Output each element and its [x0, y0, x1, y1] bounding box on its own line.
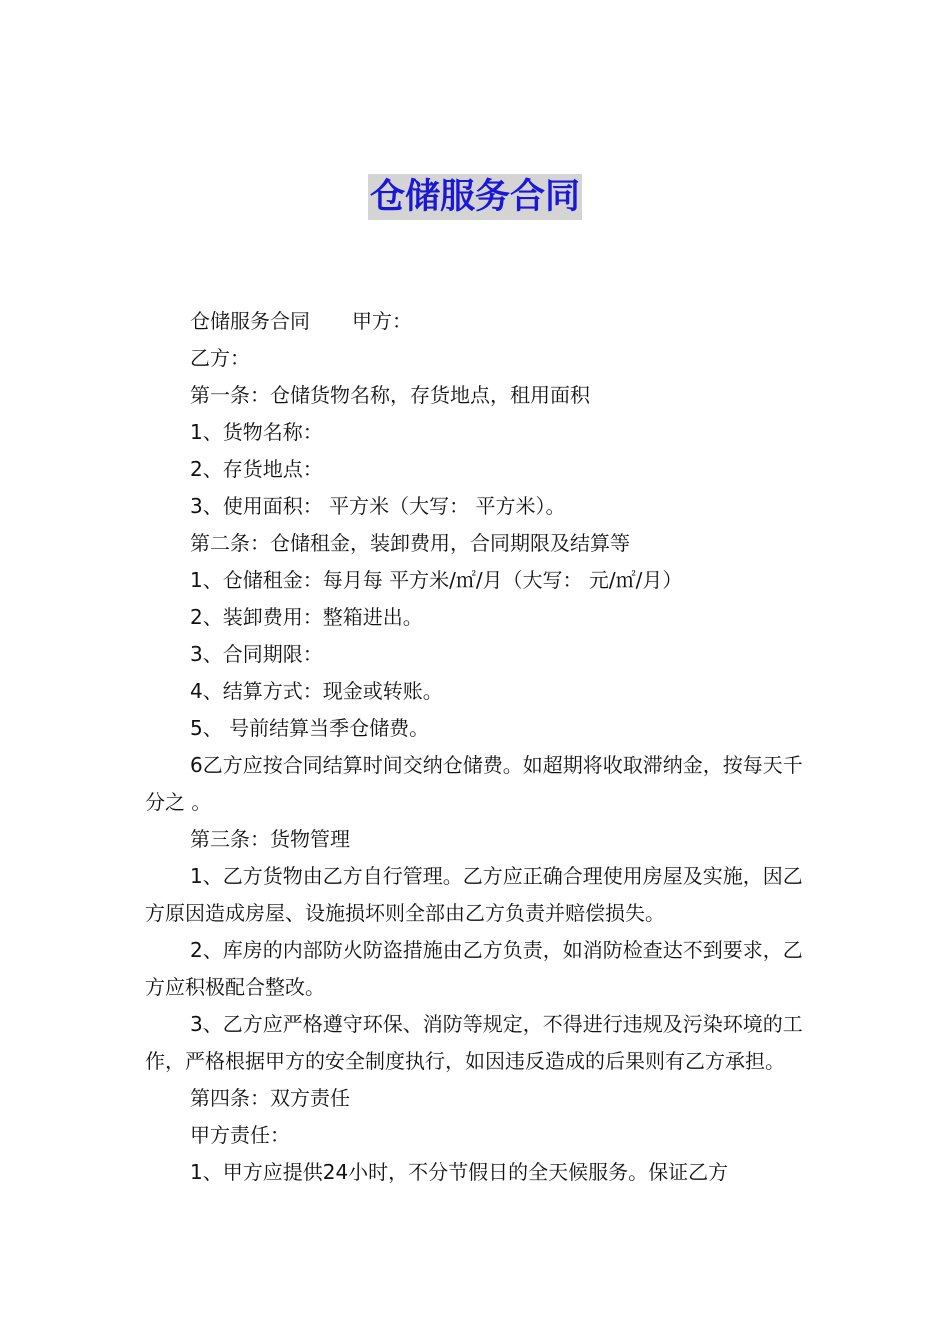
paragraph: 1、甲方应提供24小时，不分节假日的全天候服务。保证乙方: [190, 1160, 729, 1184]
paragraph: 第三条：货物管理: [190, 827, 350, 851]
paragraph: 2、装卸费用：整箱进出。: [190, 605, 423, 629]
paragraph: 甲方责任：: [190, 1123, 290, 1147]
paragraph: 乙方：: [190, 346, 250, 370]
paragraph: 第四条：双方责任: [190, 1086, 350, 1110]
paragraph: 4、结算方式：现金或转账。: [190, 679, 443, 703]
paragraph: 3、使用面积： 平方米（大写： 平方米）。: [190, 494, 566, 518]
paragraph: 5、 号前结算当季仓储费。: [190, 716, 430, 740]
paragraph: 2、库房的内部防火防盗措施由乙方负责，如消防检查达不到要求，乙方应积极配合整改。: [145, 938, 803, 999]
party-a-label: 甲方：: [352, 309, 412, 333]
paragraph: 3、合同期限：: [190, 642, 323, 666]
paragraph: 2、存货地点：: [190, 457, 323, 481]
paragraph: 1、货物名称：: [190, 420, 323, 444]
paragraph: 1、仓储租金：每月每 平方米/㎡/月（大写： 元/㎡/月）: [190, 568, 683, 592]
title-container: [0, 174, 950, 220]
paragraph: 第二条：仓储租金，装卸费用，合同期限及结算等: [190, 531, 630, 555]
intro-heading: 仓储服务合同: [190, 309, 310, 333]
paragraph: 3、乙方应严格遵守环保、消防等规定，不得进行违规及污染环境的工作，严格根据甲方的安全制度执行，如因违反造成的后果则有乙方承担。: [145, 1012, 803, 1073]
paragraph: 第一条：仓储货物名称，存货地点，租用面积: [190, 383, 590, 407]
intro-line: [145, 303, 807, 340]
paragraph: 6乙方应按合同结算时间交纳仓储费。如超期将收取滞纳金，按每天千分之 。: [145, 753, 803, 814]
document-body: [145, 303, 807, 1191]
paragraph: 1、乙方货物由乙方自行管理。乙方应正确合理使用房屋及实施，因乙方原因造成房屋、设施损坏则全部由乙方负责并赔偿损失。: [145, 864, 803, 925]
document-title: 仓储服务合同: [368, 174, 582, 220]
